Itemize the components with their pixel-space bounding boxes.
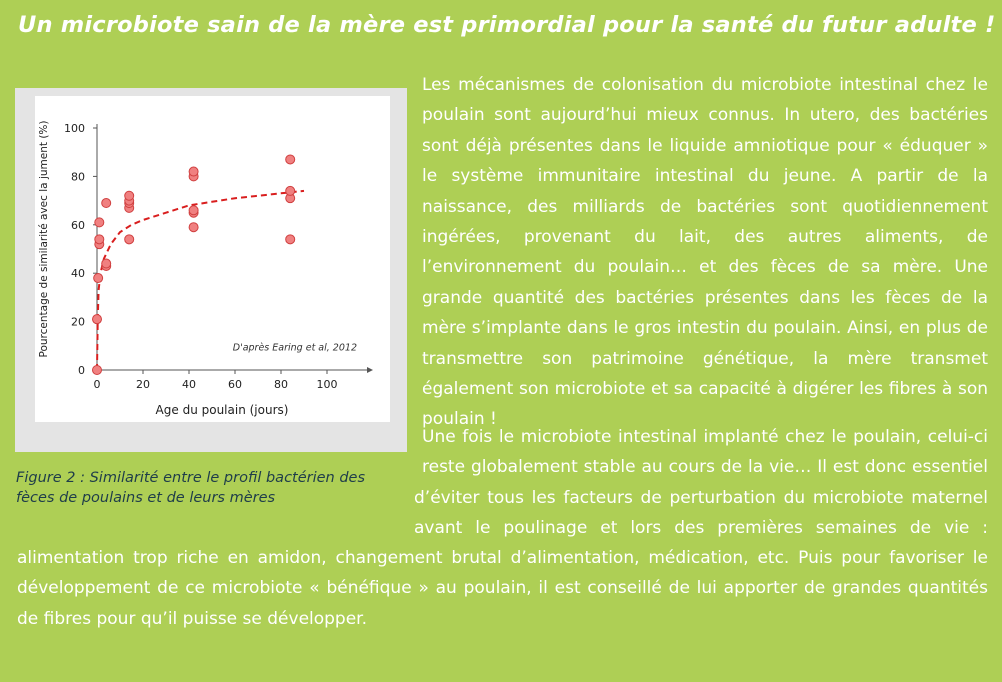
x-tick-label: 20 [136, 378, 150, 391]
chart-annotation: D'après Earing et al, 2012 [232, 342, 357, 354]
data-point [189, 167, 198, 176]
data-point [95, 218, 104, 227]
x-tick-label: 60 [228, 378, 242, 391]
x-tick-label: 0 [93, 378, 101, 391]
y-axis-label: Pourcentage de similarité avec la jument (%) [38, 120, 50, 358]
paragraph-line: de fibres pour qu’il puisse se développer. [17, 608, 368, 629]
data-point [94, 274, 103, 283]
paragraph-line: avant le poulinage et lors des premières semaines de vie : [414, 518, 988, 539]
x-tick-label: 40 [182, 378, 196, 391]
y-tick-label: 0 [78, 364, 85, 377]
similarity-chart [15, 88, 407, 452]
y-tick-label: 100 [64, 122, 85, 135]
paragraph-line: Une fois le microbiote intestinal implanté chez le poulain, celui-ci [422, 427, 988, 447]
x-axis-label: Age du poulain (jours) [155, 403, 289, 417]
chart-background [35, 96, 390, 422]
data-point [102, 259, 111, 268]
data-point [286, 155, 295, 164]
data-point [125, 235, 134, 244]
data-point [286, 235, 295, 244]
x-tick-label: 80 [274, 378, 288, 391]
data-point [95, 235, 104, 244]
paragraph-line: d’éviter tous les facteurs de perturbation du microbiote maternel [414, 487, 988, 508]
data-point [93, 315, 102, 324]
y-tick-label: 40 [71, 267, 85, 281]
paragraph-recommendations [17, 543, 988, 634]
paragraph-colonisation: Les mécanismes de colonisation du microbiote intestinal chez le poulain sont aujourd’hui mieux connus. In utero, des bactéries sont déjà présentes dans le liquide amniotique pour « éduquer » le système immunitaire intestinal du jeune. A partir de la naissance, des milliards de bactéries sont quotidiennement ingérées, provenant du lait, des autres aliments, de l’environnement du poulain… et des fèces de sa mère. Une grande quantité des bactéries présentes dans les fèces de la mère s’implante dans le gros intestin du poulain. Ainsi, en plus de transmettre son patrimoine génétique, la mère transmet également son microbiote et sa capacité à digérer les fibres à son poulain ! [422, 75, 988, 430]
data-point [189, 206, 198, 215]
y-tick-label: 80 [71, 170, 85, 184]
data-point [286, 186, 295, 195]
data-point [189, 223, 198, 232]
data-point [102, 199, 111, 208]
paragraph-line: développement de ce microbiote « bénéfique » au poulain, il est conseillé de lui apporter de grandes quantités [17, 578, 988, 599]
y-tick-label: 60 [71, 218, 85, 232]
paragraph-stability [414, 422, 988, 544]
page-title: Un microbiote sain de la mère est primordial pour la santé du futur adulte ! [18, 12, 996, 38]
figure-caption: Figure 2 : Similarité entre le profil bactérien des fèces de poulains et de leurs mères [16, 470, 366, 506]
figure-panel [15, 88, 407, 452]
x-tick-label: 100 [316, 378, 338, 391]
paragraph-line: alimentation trop riche en amidon, changement brutal d’alimentation, médication, etc. Puis pour favoriser le [17, 548, 988, 568]
data-point [93, 366, 102, 375]
paragraph-line: reste globalement stable au cours de la vie… Il est donc essentiel [422, 457, 988, 478]
y-tick-label: 20 [71, 315, 85, 329]
data-point [125, 191, 134, 200]
